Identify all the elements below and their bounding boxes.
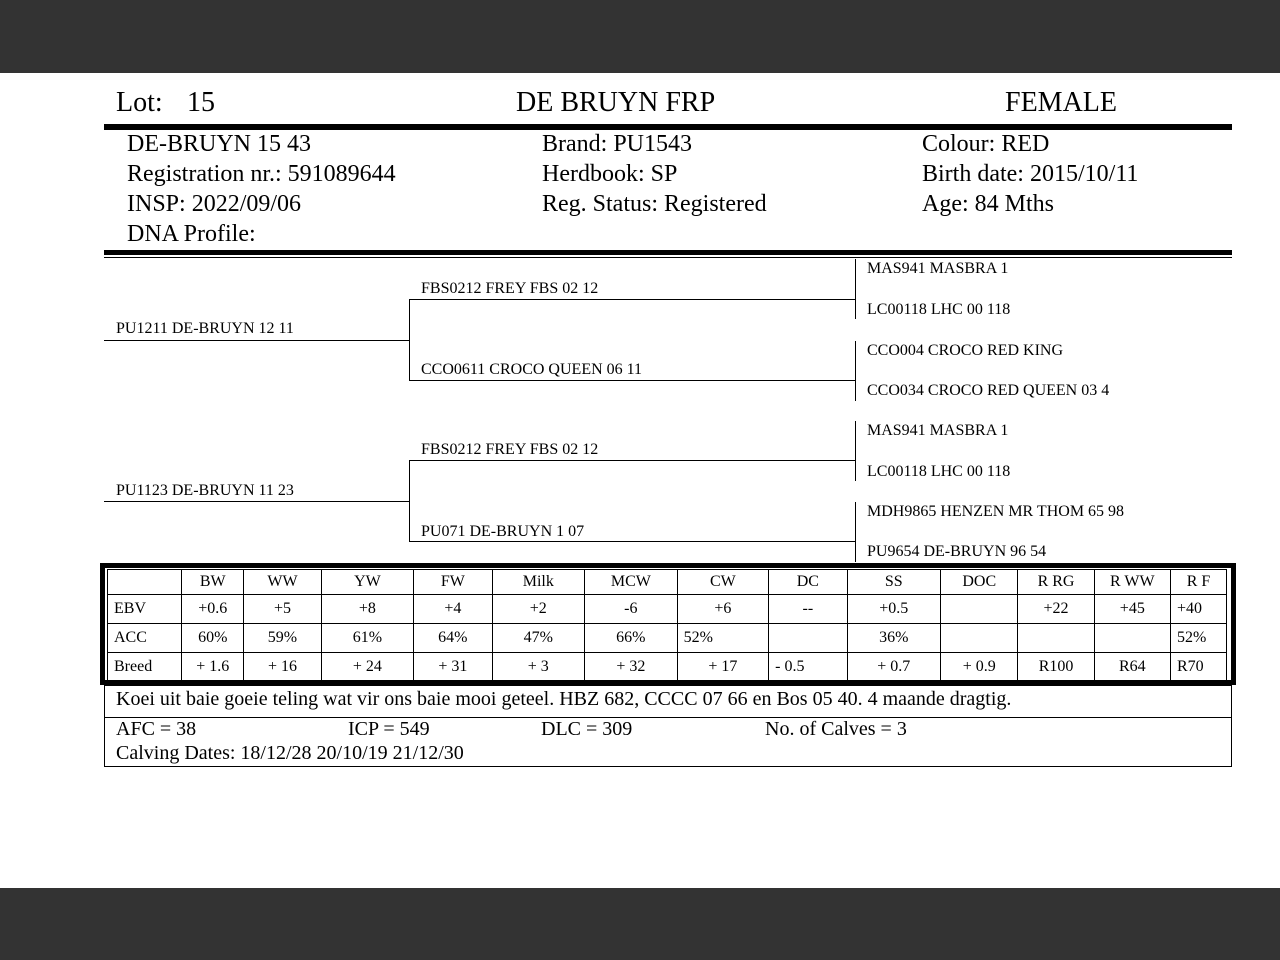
pedigree-sdd: CCO034 CROCO RED QUEEN 03 4 (867, 382, 1110, 399)
acc-cell (769, 624, 847, 653)
breed-cell: - 0.5 (769, 653, 847, 682)
pedigree-line (409, 299, 855, 300)
catalogue-page (0, 73, 1280, 888)
pedigree-line (409, 460, 410, 542)
breed-cell: + 0.7 (847, 653, 941, 682)
ebv-cell: +40 (1170, 595, 1226, 624)
comment-text: Koei uit baie goeie teling wat vir ons baie mooi geteel. HBZ 682, CCCC 07 66 en Bos 05 40. 4 maande dragtig. (116, 688, 1012, 710)
ebv-cell (941, 595, 1018, 624)
icp-value: ICP = 549 (348, 718, 430, 740)
pedigree-line (104, 340, 410, 341)
breed-cell: + 1.6 (182, 653, 244, 682)
acc-cell (941, 624, 1018, 653)
acc-cell: 52% (1170, 624, 1226, 653)
dlc-value: DLC = 309 (541, 718, 633, 740)
header-divider (104, 124, 1232, 130)
acc-cell: 59% (244, 624, 321, 653)
pedigree-dss: MAS941 MASBRA 1 (867, 422, 1009, 439)
pedigree-dam-dam: PU071 DE-BRUYN 1 07 (421, 523, 585, 540)
lot-label: Lot: (116, 87, 163, 118)
ebv-header-cell: R WW (1094, 570, 1170, 595)
herdbook: Herdbook: SP (542, 161, 678, 187)
dna-profile: DNA Profile: (127, 221, 256, 247)
ebv-cell: +45 (1094, 595, 1170, 624)
age: Age: 84 Mths (922, 191, 1054, 217)
pedigree-sire-sire: FBS0212 FREY FBS 02 12 (421, 280, 599, 297)
acc-cell: 66% (585, 624, 678, 653)
ebv-cell: +6 (677, 595, 769, 624)
ebv-cell: +5 (244, 595, 321, 624)
pedigree-line (855, 421, 856, 481)
ebv-header-cell: DOC (941, 570, 1018, 595)
ebv-cell: -- (769, 595, 847, 624)
acc-row-label: ACC (108, 624, 182, 653)
pedigree-sire: PU1211 DE-BRUYN 12 11 (116, 320, 294, 337)
calves-count: No. of Calves = 3 (765, 718, 907, 740)
brand: Brand: PU1543 (542, 131, 692, 157)
breed-row-label: Breed (108, 653, 182, 682)
registration-number: Registration nr.: 591089644 (127, 161, 396, 187)
ebv-cell: +0.5 (847, 595, 941, 624)
notes-box (104, 685, 1232, 767)
breed-cell: + 16 (244, 653, 321, 682)
pedigree-line (409, 460, 855, 461)
pedigree-line (104, 501, 410, 502)
colour: Colour: RED (922, 131, 1050, 157)
ebv-header-cell: CW (677, 570, 769, 595)
acc-cell: 64% (414, 624, 492, 653)
acc-cell: 60% (182, 624, 244, 653)
ebv-header-cell: Milk (492, 570, 585, 595)
pedigree-dam: PU1123 DE-BRUYN 11 23 (116, 482, 294, 499)
ebv-table (107, 569, 1227, 682)
pedigree-line (409, 380, 855, 381)
breed-cell: + 3 (492, 653, 585, 682)
breed-cell: R64 (1094, 653, 1170, 682)
pedigree-sds: CCO004 CROCO RED KING (867, 342, 1064, 359)
calving-dates: Calving Dates: 18/12/28 20/10/19 21/12/30 (116, 742, 464, 764)
birth-date: Birth date: 2015/10/11 (922, 161, 1139, 187)
ebv-cell: +22 (1018, 595, 1094, 624)
ebv-header-cell: MCW (585, 570, 678, 595)
ebv-header-cell: DC (769, 570, 847, 595)
acc-row (108, 624, 1227, 653)
ebv-cell: -6 (585, 595, 678, 624)
pedigree-line (409, 541, 855, 542)
ebv-row (108, 595, 1227, 624)
insp-date: INSP: 2022/09/06 (127, 191, 302, 217)
pedigree-ddd: PU9654 DE-BRUYN 96 54 (867, 543, 1047, 560)
breed-cell: + 17 (677, 653, 769, 682)
acc-cell: 52% (677, 624, 769, 653)
afc-value: AFC = 38 (116, 718, 197, 740)
acc-cell: 36% (847, 624, 941, 653)
pedigree-dsd: LC00118 LHC 00 118 (867, 463, 1011, 480)
ebv-header-cell: FW (414, 570, 492, 595)
ebv-cell: +8 (321, 595, 414, 624)
acc-cell: 61% (321, 624, 414, 653)
pedigree-dds: MDH9865 HENZEN MR THOM 65 98 (867, 503, 1125, 520)
breeder-name: DE BRUYN FRP (516, 87, 716, 118)
info-divider-thick (104, 250, 1232, 255)
animal-name: DE-BRUYN 15 43 (127, 131, 311, 157)
breed-cell: + 31 (414, 653, 492, 682)
ebv-header-cell: YW (321, 570, 414, 595)
ebv-header-cell: R RG (1018, 570, 1094, 595)
ebv-header-cell (108, 570, 182, 595)
sex-label: FEMALE (1005, 87, 1117, 118)
ebv-header-cell: WW (244, 570, 321, 595)
pedigree-line (855, 341, 856, 401)
breed-row (108, 653, 1227, 682)
ebv-cell: +4 (414, 595, 492, 624)
acc-cell: 47% (492, 624, 585, 653)
ebv-cell: +2 (492, 595, 585, 624)
ebv-header-row (108, 570, 1227, 595)
pedigree-line (409, 299, 410, 381)
breed-cell: R100 (1018, 653, 1094, 682)
info-divider-thin (104, 257, 1232, 258)
breed-cell: + 32 (585, 653, 678, 682)
breed-cell: + 0.9 (941, 653, 1018, 682)
pedigree-line (855, 259, 856, 319)
notes-divider (105, 717, 1231, 718)
ebv-row-label: EBV (108, 595, 182, 624)
breed-cell: R70 (1170, 653, 1226, 682)
ebv-header-cell: BW (182, 570, 244, 595)
ebv-cell: +0.6 (182, 595, 244, 624)
pedigree-ssd: LC00118 LHC 00 118 (867, 301, 1011, 318)
pedigree-sss: MAS941 MASBRA 1 (867, 260, 1009, 277)
ebv-header-cell: SS (847, 570, 941, 595)
ebv-header-cell: R F (1170, 570, 1226, 595)
acc-cell (1018, 624, 1094, 653)
pedigree-sire-dam: CCO0611 CROCO QUEEN 06 11 (421, 361, 643, 378)
pedigree-dam-sire: FBS0212 FREY FBS 02 12 (421, 441, 599, 458)
lot-number: 15 (187, 87, 215, 118)
breed-cell: + 24 (321, 653, 414, 682)
pedigree-line (855, 502, 856, 562)
registration-status: Reg. Status: Registered (542, 191, 767, 217)
acc-cell (1094, 624, 1170, 653)
